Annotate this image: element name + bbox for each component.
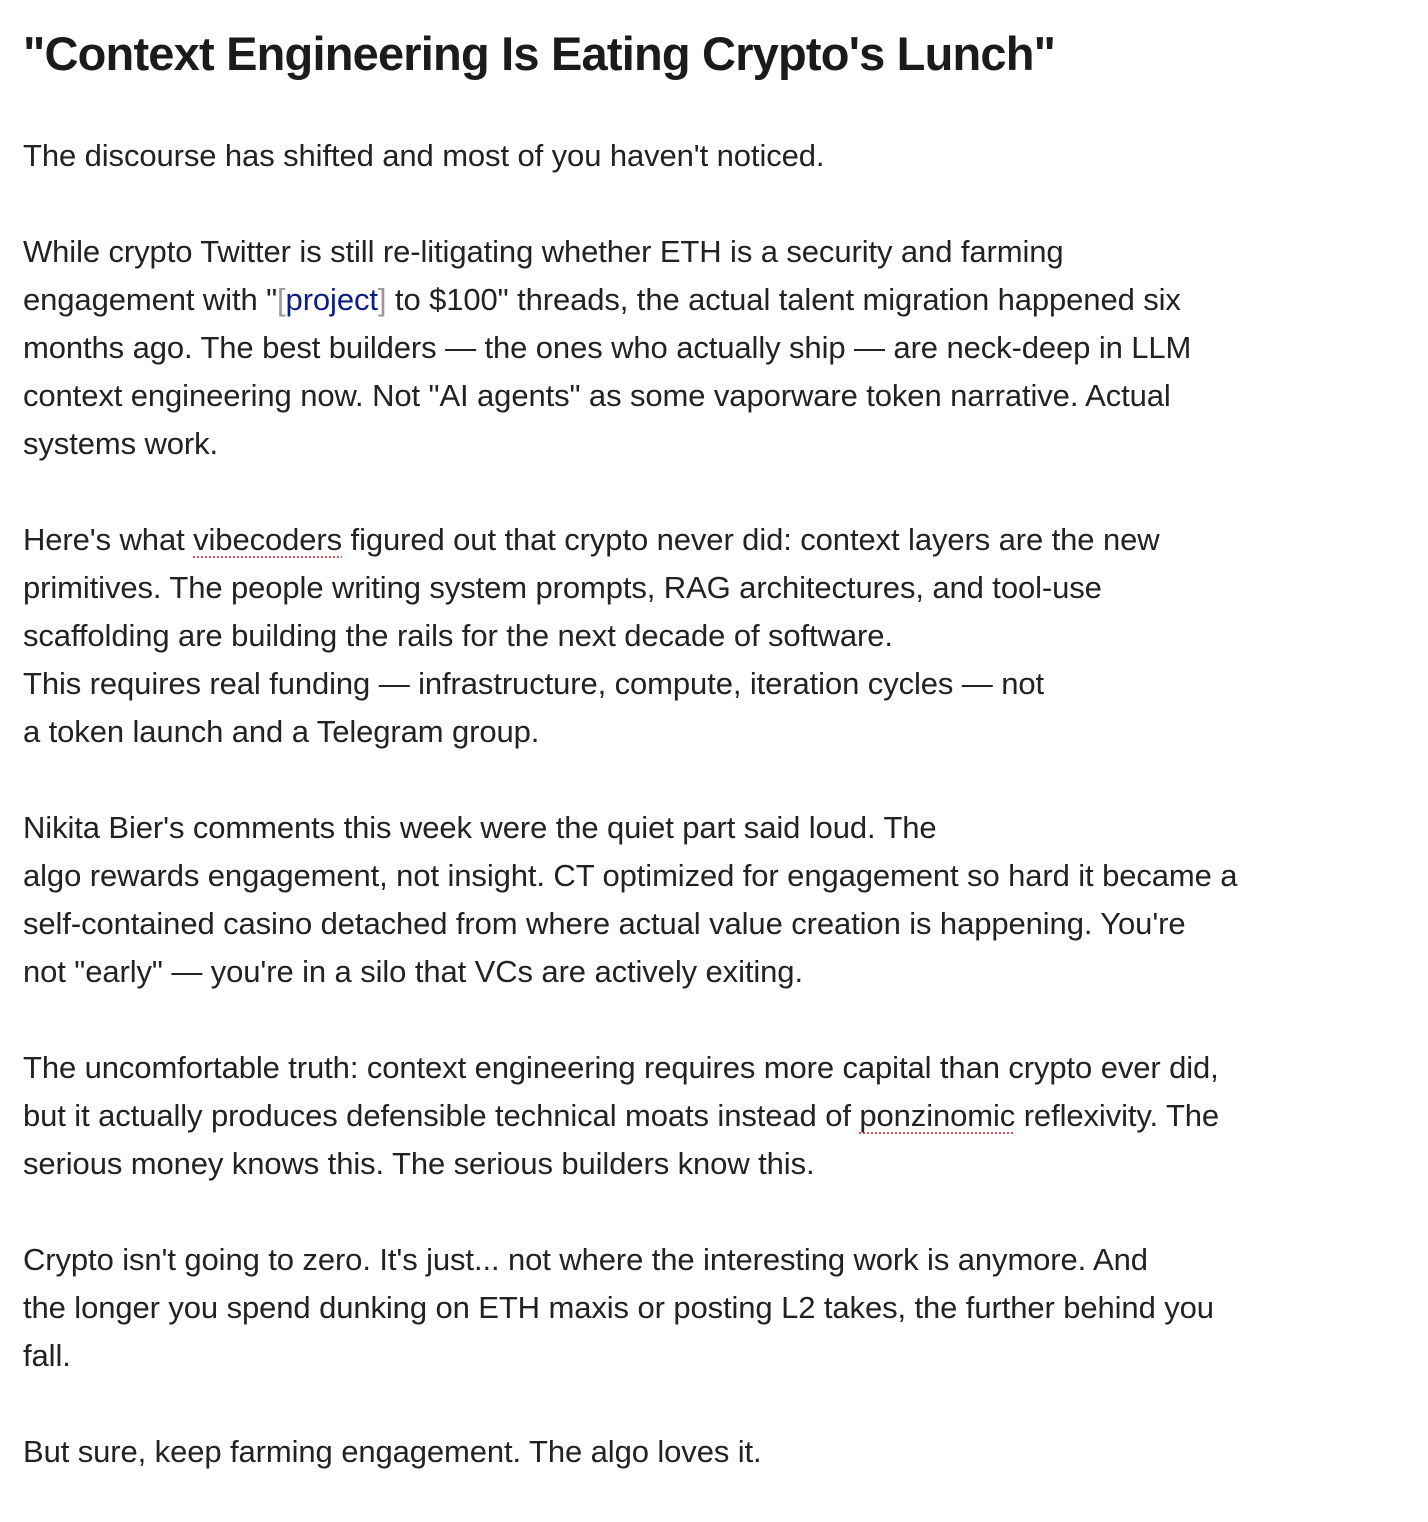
- paragraph-context-layers: [23, 516, 1403, 660]
- paragraph-text: figured out that crypto never did: context layers are the new primitives. The people writing system prompts, RAG architectures, and tool-use scaffolding are building the rails for the next decade of software.: [23, 522, 1160, 653]
- paragraph-funding: This requires real funding — infrastructure, compute, iteration cycles — not a token launch and a Telegram group.: [23, 666, 1045, 749]
- paragraph-text: While crypto Twitter is still re-litigating whether ETH is a security and farming engagement with ": [23, 234, 1064, 317]
- document-body[interactable]: [23, 26, 1403, 1476]
- link-bracket-close: ]: [377, 282, 387, 317]
- project-placeholder-link[interactable]: project: [285, 282, 378, 317]
- paragraph-algo: Nikita Bier's comments this week were the quiet part said loud. The algo rewards engagement, not insight. CT optimized for engagement so hard it became a self-contained casino detached from where actual value creation is happening. You're not "early" — you're in a silo that VCs are actively exiting.: [23, 810, 1238, 989]
- paragraph-closing: But sure, keep farming engagement. The algo loves it.: [23, 1434, 762, 1469]
- paragraph-intro: The discourse has shifted and most of you haven't noticed.: [23, 138, 825, 173]
- paragraph-text: Here's what: [23, 522, 194, 557]
- paragraph-talent-migration: [23, 228, 1403, 468]
- paragraph-text: to $100" threads, the actual talent migration happened six months ago. The best builders — the ones who actually ship — are neck-deep in LLM context engineering now. Not "AI agents" as some vaporware token narrative. Actual systems work.: [23, 282, 1192, 461]
- spellcheck-flagged-word[interactable]: vibecoders: [193, 522, 343, 557]
- document-title: "Context Engineering Is Eating Crypto's Lunch": [23, 27, 1056, 80]
- paragraph-text: The uncomfortable truth: context engineering requires more capital than crypto ever did, but it actually produces defensible technical moats instead of: [23, 1050, 1219, 1133]
- paragraph-text: reflexivity. The serious money knows this. The serious builders know this.: [23, 1098, 1220, 1181]
- spellcheck-flagged-word[interactable]: ponzinomic: [859, 1098, 1016, 1133]
- paragraph-not-zero: Crypto isn't going to zero. It's just... not where the interesting work is anymore. And the longer you spend dunking on ETH maxis or posting L2 takes, the further behind you fall.: [23, 1242, 1214, 1373]
- paragraph-uncomfortable-truth: [23, 1044, 1403, 1188]
- link-bracket-open: [: [277, 282, 286, 317]
